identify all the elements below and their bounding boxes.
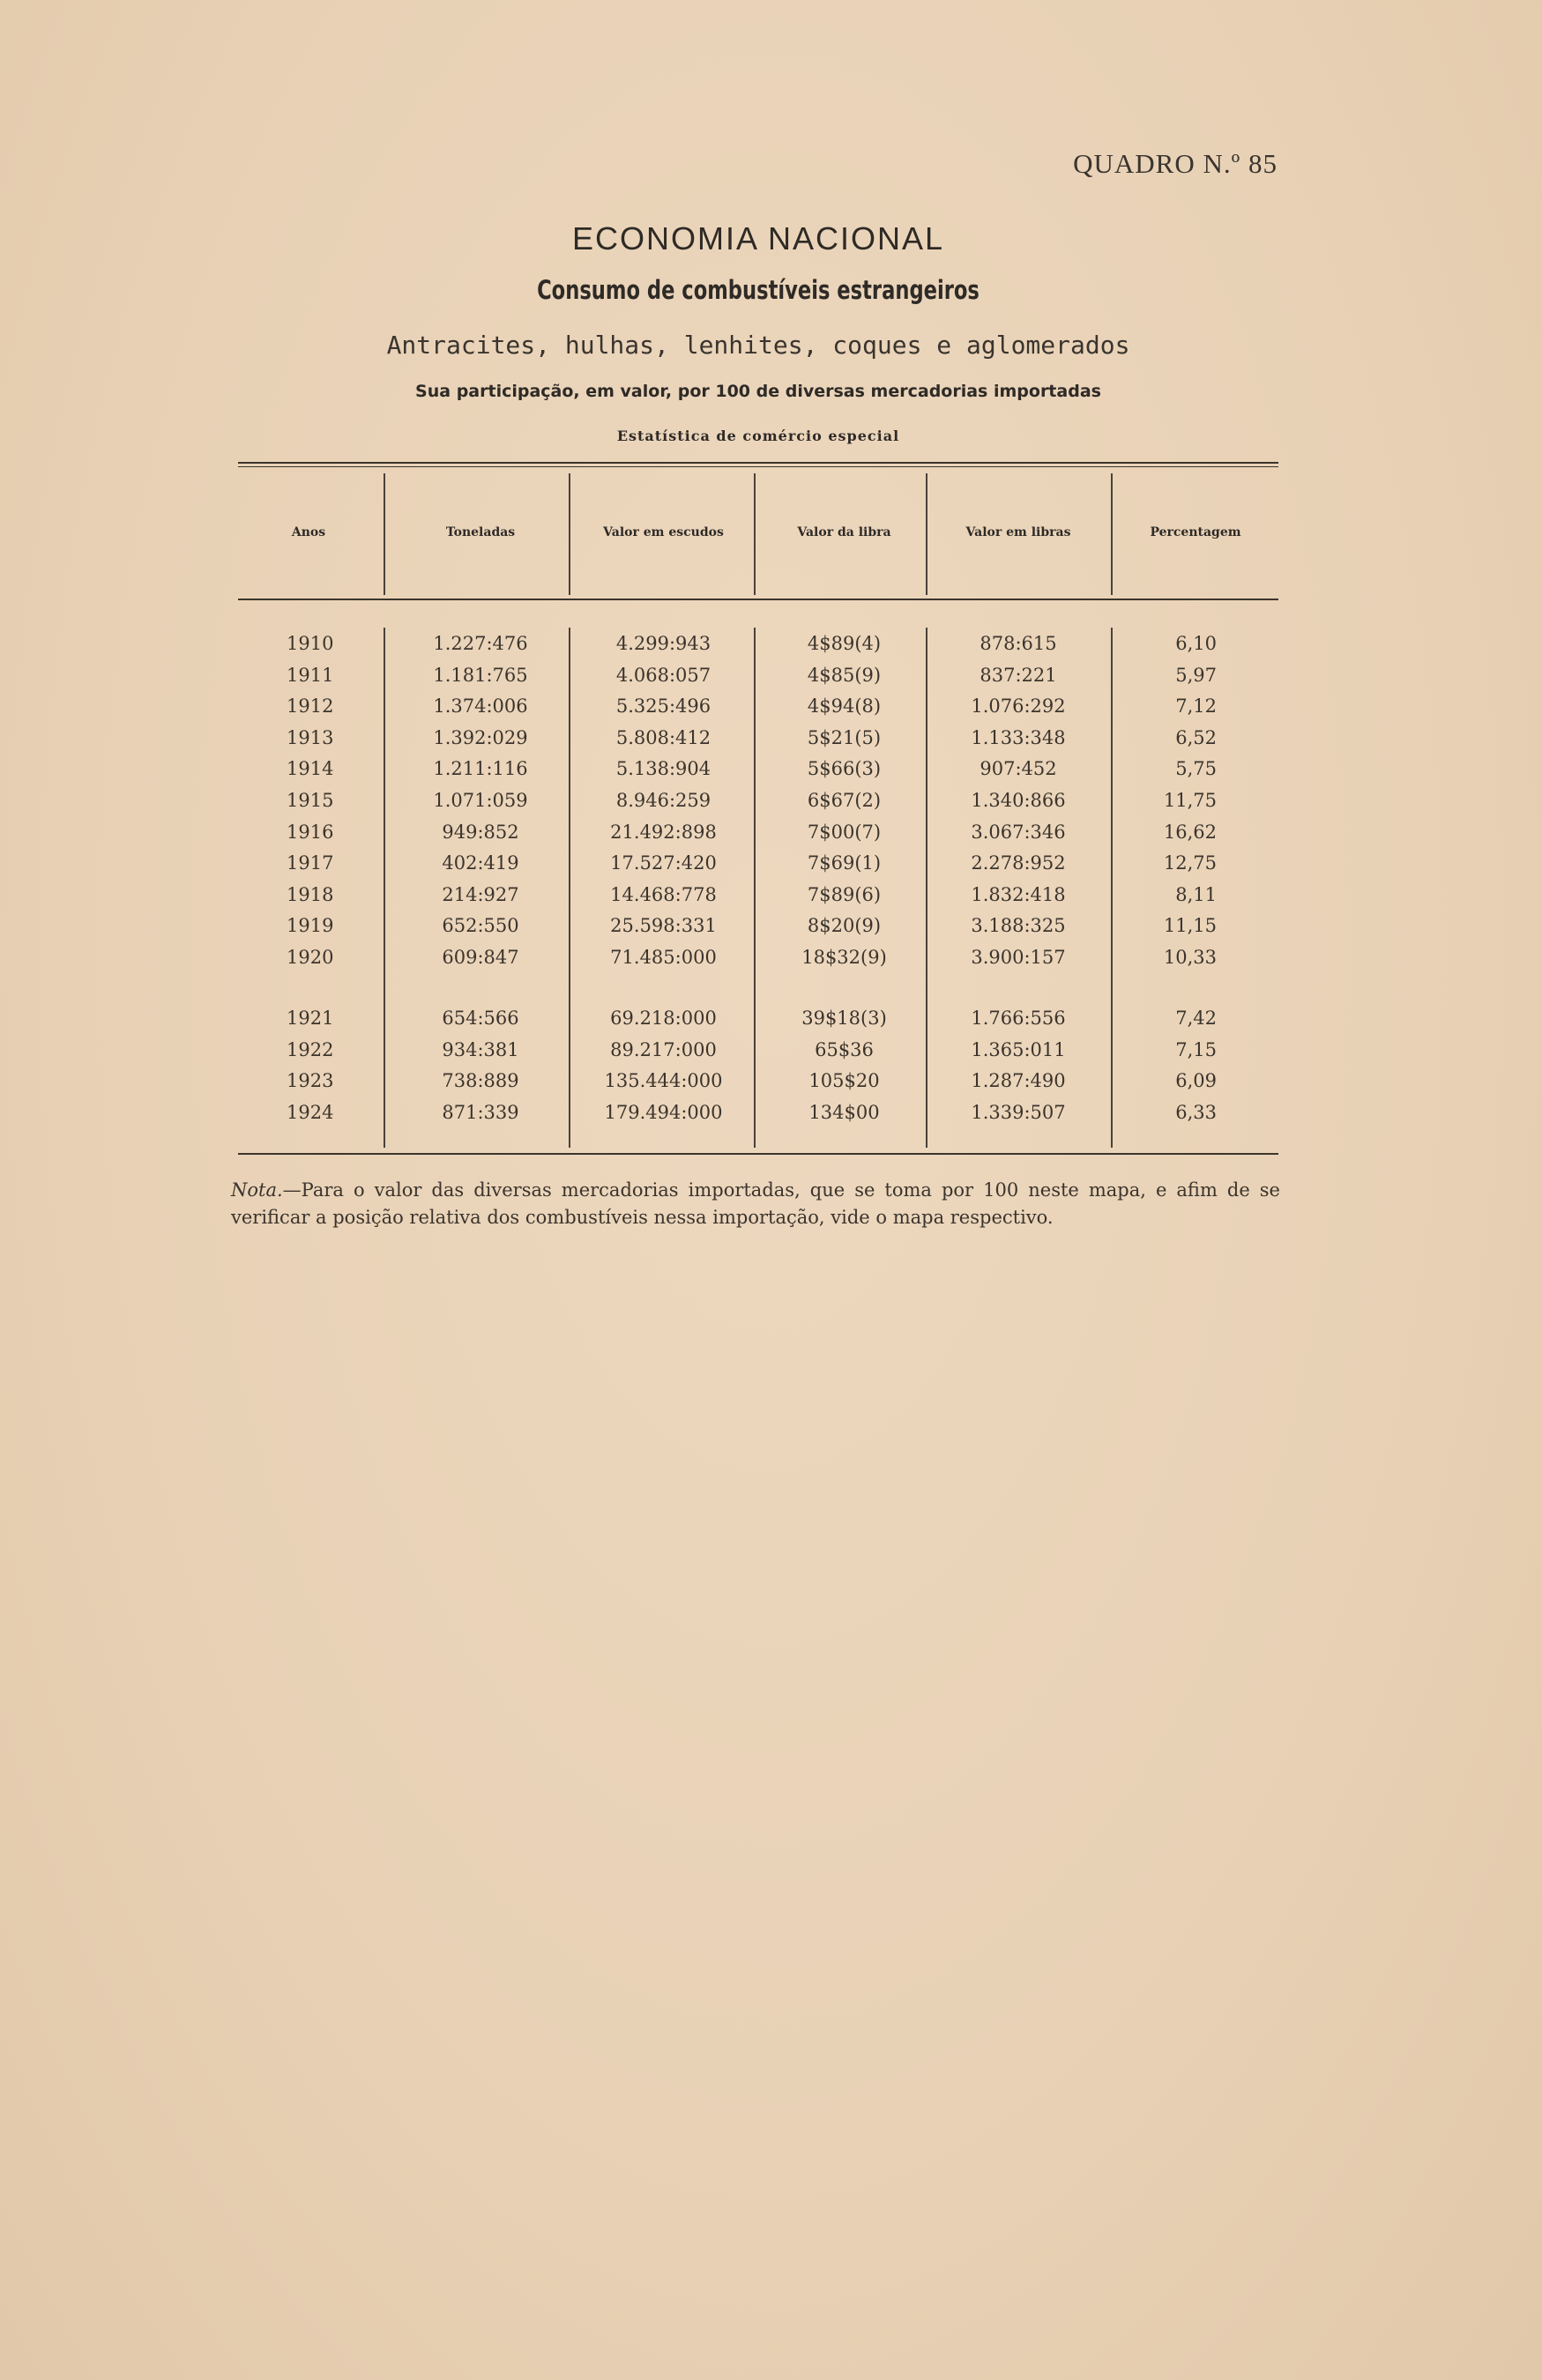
note-text: —Para o valor das diversas mercadorias importadas, que se toma por 100 neste mapa, e afim de se verificar a posição relativa dos combustíveis nessa importação, vide o mapa respectivo. [231, 1179, 1280, 1228]
cell-year: 1920 [287, 947, 334, 968]
cell-year: 1910 [287, 633, 334, 654]
column-divider [384, 628, 385, 1148]
table-bottom-rule [238, 1153, 1278, 1155]
cell-year: 1924 [287, 1101, 334, 1123]
cell-toneladas: 1.071:059 [433, 790, 528, 811]
note [231, 1177, 1280, 1231]
column-divider [384, 473, 385, 595]
header-valor-libras: Valor em libras [965, 525, 1071, 539]
cell-toneladas: 609:847 [442, 947, 519, 968]
cell-toneladas: 1.181:765 [433, 664, 528, 686]
cell-valor-libras: 1.287:490 [971, 1070, 1066, 1092]
cell-valor-libra: 18$32(9) [801, 947, 887, 968]
cell-percentagem: 10,33 [1163, 947, 1217, 968]
cell-valor-libras: 907:452 [980, 758, 1057, 780]
cell-valor-libras: 3.188:325 [971, 915, 1066, 937]
cell-toneladas: 652:550 [442, 915, 519, 937]
cell-year: 1919 [287, 915, 334, 937]
source-line: Estatística de comércio especial [616, 428, 900, 444]
header-valor-libra: Valor da libra [797, 525, 891, 539]
cell-valor-libra: 7$00(7) [807, 821, 882, 843]
cell-valor-escudos: 8.946:259 [615, 790, 711, 811]
cell-valor-libras: 1.832:418 [971, 883, 1066, 905]
cell-valor-libras: 3.067:346 [971, 821, 1066, 843]
header-percentagem: Percentagem [1150, 525, 1241, 539]
cell-toneladas: 654:566 [442, 1008, 519, 1029]
cell-valor-libras: 1.365:011 [971, 1038, 1066, 1060]
main-title: ECONOMIA NACIONAL [571, 220, 945, 257]
cell-valor-libra: 65$36 [815, 1038, 874, 1060]
cell-valor-escudos: 25.598:331 [610, 915, 717, 937]
cell-valor-escudos: 89.217:000 [610, 1038, 717, 1060]
cell-toneladas: 402:419 [442, 852, 519, 874]
cell-toneladas: 934:381 [442, 1038, 519, 1060]
cell-valor-escudos: 4.299:943 [615, 633, 711, 654]
cell-year: 1922 [287, 1038, 334, 1060]
column-divider [1111, 628, 1113, 1148]
cell-valor-libra: 7$89(6) [807, 883, 882, 905]
cell-valor-libras: 1.076:292 [971, 695, 1066, 718]
cell-percentagem: 6,33 [1175, 1101, 1217, 1123]
table-top-rule [238, 462, 1278, 464]
cell-percentagem: 8,11 [1175, 883, 1217, 905]
cell-toneladas: 1.211:116 [433, 758, 528, 780]
cell-valor-libra: 5$66(3) [807, 758, 882, 780]
cell-toneladas: 871:339 [442, 1101, 519, 1123]
cell-valor-escudos: 21.492:898 [610, 821, 717, 843]
cell-valor-libra: 4$89(4) [807, 633, 882, 654]
cell-year: 1915 [287, 790, 334, 811]
cell-valor-libra: 8$20(9) [807, 915, 882, 937]
cell-percentagem: 7,12 [1175, 695, 1217, 718]
cell-valor-escudos: 135.444:000 [604, 1070, 723, 1092]
cell-year: 1918 [287, 883, 334, 905]
cell-valor-escudos: 5.138:904 [615, 758, 711, 780]
cell-percentagem: 11,75 [1163, 790, 1217, 811]
cell-valor-libras: 2.278:952 [971, 852, 1066, 874]
cell-valor-libra: 134$00 [808, 1101, 880, 1123]
cell-year: 1917 [287, 852, 334, 874]
cell-valor-escudos: 179.494:000 [604, 1101, 723, 1123]
cell-percentagem: 6,10 [1175, 633, 1217, 654]
cell-year: 1923 [287, 1070, 334, 1092]
header-toneladas: Toneladas [445, 525, 516, 539]
cell-percentagem: 6,52 [1175, 726, 1217, 748]
cell-percentagem: 5,97 [1175, 664, 1217, 686]
cell-valor-libra: 4$85(9) [807, 664, 882, 686]
cell-toneladas: 1.227:476 [433, 633, 528, 654]
cell-valor-libra: 4$94(8) [807, 695, 882, 718]
quadro-number: QUADRO N.º 85 [1073, 148, 1278, 179]
products-title: Antracites, hulhas, lenhites, coques e aglomerados [386, 331, 1130, 360]
cell-year: 1921 [287, 1008, 334, 1029]
cell-toneladas: 738:889 [442, 1070, 519, 1092]
cell-toneladas: 214:927 [442, 883, 519, 905]
cell-valor-escudos: 71.485:000 [610, 947, 717, 968]
cell-year: 1914 [287, 758, 334, 780]
cell-year: 1912 [287, 695, 334, 718]
cell-valor-escudos: 5.325:496 [615, 695, 711, 718]
cell-valor-escudos: 14.468:778 [610, 883, 717, 905]
cell-valor-libra: 105$20 [808, 1070, 880, 1092]
cell-valor-libras: 1.339:507 [971, 1101, 1066, 1123]
cell-percentagem: 7,42 [1175, 1008, 1217, 1029]
cell-valor-escudos: 17.527:420 [610, 852, 717, 874]
header-bottom-rule [238, 599, 1278, 600]
cell-valor-libra: 6$67(2) [807, 790, 882, 811]
cell-percentagem: 11,15 [1163, 915, 1217, 937]
header-anos: Anos [291, 525, 326, 539]
note-label: Nota. [231, 1179, 283, 1201]
cell-valor-libra: 5$21(5) [807, 726, 882, 748]
cell-valor-libras: 1.133:348 [971, 726, 1066, 748]
cell-toneladas: 949:852 [442, 821, 519, 843]
subtitle: Consumo de combustíveis estrangeiros [537, 275, 980, 305]
cell-percentagem: 6,09 [1175, 1070, 1217, 1092]
description: Sua participação, em valor, por 100 de diversas mercadorias importadas [415, 382, 1101, 401]
cell-valor-escudos: 4.068:057 [615, 664, 711, 686]
header-valor-escudos: Valor em escudos [603, 525, 724, 539]
cell-valor-libra: 7$69(1) [807, 852, 882, 874]
cell-year: 1911 [287, 664, 334, 686]
cell-valor-escudos: 69.218:000 [610, 1008, 717, 1029]
cell-toneladas: 1.374:006 [433, 695, 528, 718]
cell-percentagem: 7,15 [1175, 1038, 1217, 1060]
cell-valor-libras: 3.900:157 [971, 947, 1066, 968]
cell-valor-libra: 39$18(3) [801, 1008, 887, 1029]
cell-valor-escudos: 5.808:412 [615, 726, 711, 748]
cell-valor-libras: 837:221 [980, 664, 1057, 686]
cell-valor-libras: 878:615 [980, 633, 1057, 654]
cell-valor-libras: 1.340:866 [971, 790, 1066, 811]
cell-percentagem: 12,75 [1163, 852, 1217, 874]
cell-percentagem: 16,62 [1163, 821, 1217, 843]
cell-toneladas: 1.392:029 [433, 726, 528, 748]
cell-valor-libras: 1.766:556 [971, 1008, 1066, 1029]
cell-percentagem: 5,75 [1175, 758, 1217, 780]
cell-year: 1916 [287, 821, 334, 843]
table-top-rule-2 [238, 466, 1278, 467]
cell-year: 1913 [287, 726, 334, 748]
